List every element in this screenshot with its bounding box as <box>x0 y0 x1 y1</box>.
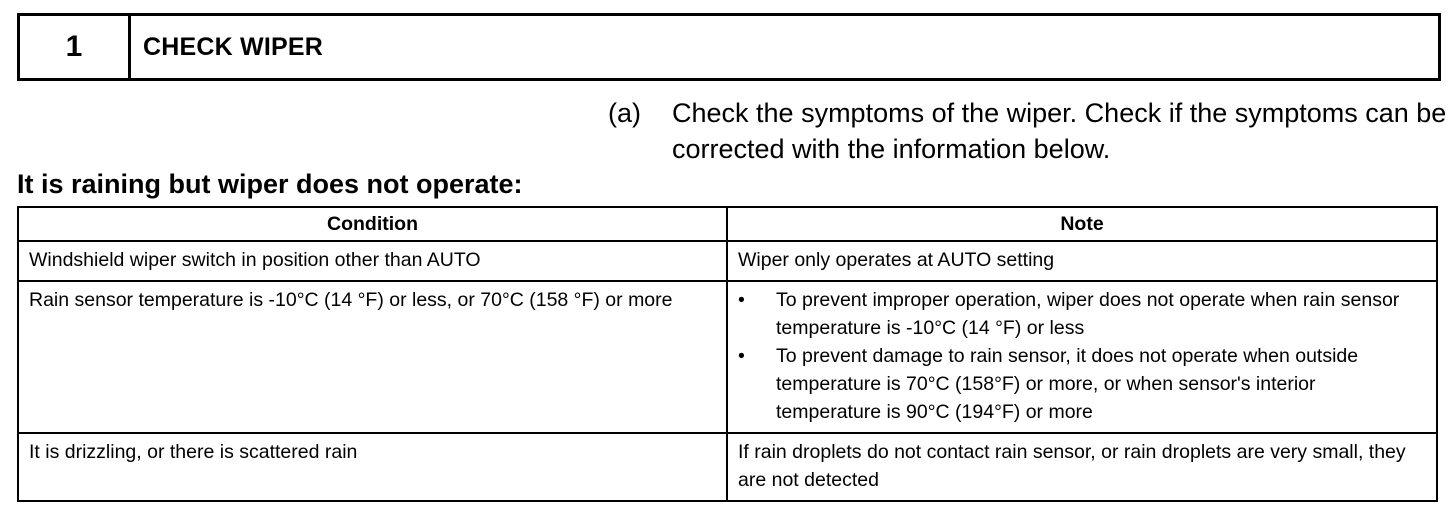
step-number: 1 <box>20 16 131 78</box>
note-cell: Wiper only operates at AUTO setting <box>727 241 1437 281</box>
note-list <box>738 286 1426 426</box>
note-list-text: To prevent damage to rain sensor, it does not operate when outside temperature is 70°C (158°F) or more, or when sensor's interior temperature is 90°C (194°F) or more <box>776 345 1359 423</box>
table-row <box>18 433 1437 501</box>
instruction-text: Check the symptoms of the wiper. Check if the symptoms can be corrected with the information below. <box>672 98 1447 164</box>
bullet-icon: • <box>738 289 745 311</box>
note-list-item <box>738 342 1426 426</box>
column-header-condition: Condition <box>18 207 727 241</box>
bullet-icon: • <box>738 345 745 367</box>
note-cell <box>727 281 1437 433</box>
column-header-note: Note <box>727 207 1437 241</box>
note-list-item <box>738 286 1426 342</box>
note-list-text: To prevent improper operation, wiper does not operate when rain sensor temperature is -10°C (14 °F) or less <box>776 289 1400 339</box>
condition-cell: Windshield wiper switch in position other than AUTO <box>18 241 727 281</box>
condition-cell: It is drizzling, or there is scattered rain <box>18 433 727 501</box>
table-row <box>18 241 1437 281</box>
note-cell: If rain droplets do not contact rain sensor, or rain droplets are very small, they are not detected <box>727 433 1437 501</box>
section-heading: It is raining but wiper does not operate: <box>17 169 523 199</box>
step-header <box>17 13 1441 81</box>
table-row <box>18 281 1437 433</box>
instruction-marker: (a) <box>608 98 641 128</box>
conditions-table <box>17 206 1438 502</box>
condition-cell: Rain sensor temperature is -10°C (14 °F) or less, or 70°C (158 °F) or more <box>18 281 727 433</box>
step-title: CHECK WIPER <box>143 32 323 61</box>
table-header-row <box>18 207 1437 241</box>
